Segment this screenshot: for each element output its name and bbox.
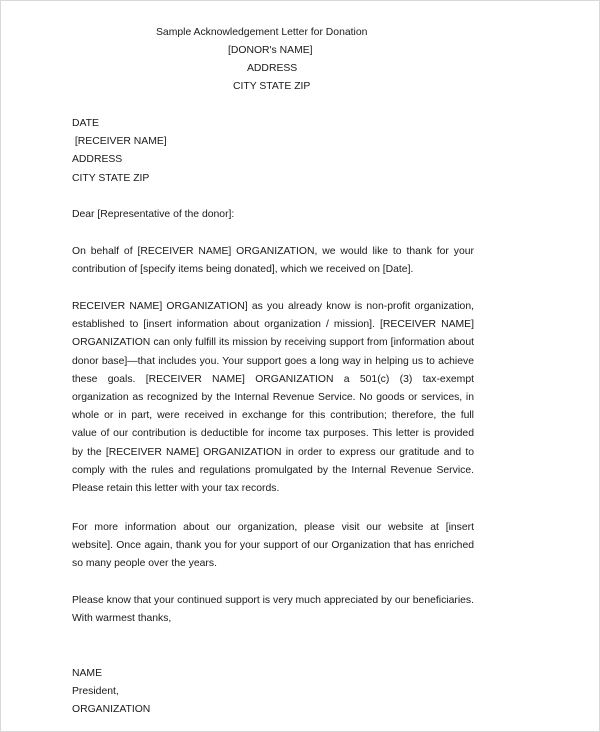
paragraph-appreciation-text: Please know that your continued support is very much appreciated by our beneficiaries. — [72, 595, 474, 606]
paragraph-organization — [72, 298, 474, 498]
donor-address: ADDRESS — [247, 63, 298, 74]
receiver-name: [RECEIVER NAME] — [72, 136, 167, 148]
paragraph-appreciation — [72, 592, 474, 628]
signature-block — [72, 665, 474, 720]
letter-title: Sample Acknowledgement Letter for Donation — [156, 27, 368, 38]
paragraph-organization-text: RECEIVER NAME] ORGANIZATION] as you already know is non-profit organization, established to [insert information about organization / mission]. [RECEIVER NAME] ORGANIZATION can only fulfill its mission by receiving support from [information about donor base]—that includes you. Your support goes a long way in helping us to achieve these goals. [RECEIVER NAME] ORGANIZATION a 501(c) (3) tax-exempt organization as recognized by the Internal Revenue Service. No goods or services, in whole or in part, were received in exchange for this contribution; therefore, the full value of our contribution is deductible for income tax purposes. This letter is provided by the [RECEIVER NAME] ORGANIZATION in order to express our gratitude and to comply with the rules and regulations promulgated by the Internal Revenue Service. Please retain this letter with your tax records. — [72, 301, 474, 495]
signature-organization: ORGANIZATION — [72, 704, 151, 716]
salutation-text: Dear [Representative of the donor]: — [72, 209, 235, 220]
closing-text: With warmest thanks, — [72, 613, 172, 625]
letter-date: DATE — [72, 118, 99, 129]
receiver-city-state-zip: CITY STATE ZIP — [72, 172, 150, 184]
signature-name: NAME — [72, 668, 103, 679]
donor-city-state-zip: CITY STATE ZIP — [233, 81, 311, 92]
paragraph-more-info-text: For more information about our organization, please visit our website at [insert website]. Once again, thank you for your support of our Organization that has enriched so many people over the years. — [72, 522, 474, 570]
paragraph-more-info — [72, 519, 474, 574]
paragraph-thanks — [72, 243, 474, 279]
paragraph-thanks-text: On behalf of [RECEIVER NAME] ORGANIZATION, we would like to thank for your contribution of [specify items being donated], which we received on [Date]. — [72, 246, 474, 276]
signature-title: President, — [72, 686, 119, 698]
salutation — [72, 206, 474, 224]
recipient-block — [72, 115, 474, 188]
donor-name: [DONOR's NAME] — [228, 45, 313, 56]
receiver-address: ADDRESS — [72, 154, 123, 166]
